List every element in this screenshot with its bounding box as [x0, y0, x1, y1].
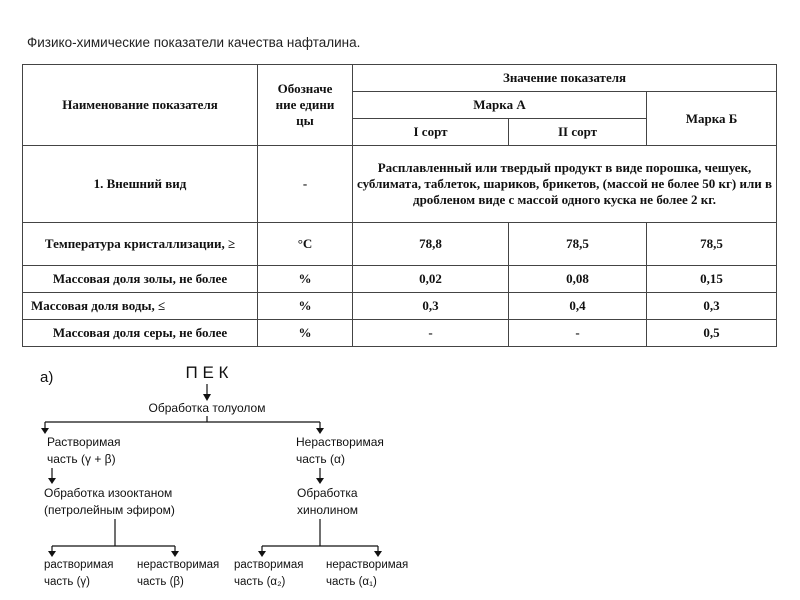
- cell-mark-b: 78,5: [647, 223, 777, 266]
- table-row: [23, 146, 777, 223]
- step-isooctane: (петролейным эфиром): [44, 503, 175, 517]
- header-mark-b: Марка Б: [647, 92, 777, 146]
- insoluble-fraction: часть (α): [296, 452, 345, 466]
- leaf-soluble-gamma: часть (γ): [44, 576, 90, 588]
- soluble-fraction: Растворимая: [47, 435, 121, 449]
- leaf-insoluble-alpha1: часть (α₁): [326, 576, 377, 588]
- cell-unit: °С: [258, 223, 353, 266]
- step-quinoline: хинолином: [297, 503, 358, 517]
- cell-name: Температура кристаллизации, ≥: [23, 223, 258, 266]
- scheme-root: П Е К: [185, 363, 229, 382]
- cell-grade-1: -: [353, 320, 509, 347]
- arrow-head: [374, 551, 382, 557]
- step-toluene: Обработка толуолом: [148, 401, 266, 415]
- scheme-label: а): [40, 369, 54, 386]
- cell-name: Массовая доля воды, ≤: [23, 293, 258, 320]
- header-grade-1: I сорт: [353, 119, 509, 146]
- arrow-head: [203, 394, 211, 401]
- cell-unit: %: [258, 320, 353, 347]
- arrow-head: [48, 551, 56, 557]
- table-row: [23, 223, 777, 266]
- arrow-head: [48, 478, 56, 484]
- leaf-insoluble-beta: нерастворимая: [137, 559, 220, 571]
- arrow-head: [258, 551, 266, 557]
- cell-mark-b: 0,3: [647, 293, 777, 320]
- cell-name: Массовая доля золы, не более: [23, 266, 258, 293]
- leaf-insoluble-beta: часть (β): [137, 576, 184, 588]
- leaf-soluble-gamma: растворимая: [44, 559, 114, 571]
- cell-grade-1: 0,3: [353, 293, 509, 320]
- step-isooctane: Обработка изооктаном: [44, 486, 173, 500]
- cell-grade-2: 0,08: [509, 266, 647, 293]
- header-mark-a: Марка А: [353, 92, 647, 119]
- cell-unit: %: [258, 293, 353, 320]
- header-value: Значение показателя: [353, 65, 777, 92]
- cell-mark-b: 0,15: [647, 266, 777, 293]
- leaf-insoluble-alpha1: нерастворимая: [326, 559, 409, 571]
- header-name: Наименование показателя: [23, 65, 258, 146]
- header-unit: Обозначе ние едини цы: [258, 65, 353, 146]
- table-row: [23, 320, 777, 347]
- table-row: [23, 293, 777, 320]
- leaf-soluble-alpha2: часть (α₂): [234, 576, 286, 588]
- table-caption: Физико-химические показатели качества нафталина.: [27, 35, 361, 50]
- cell-grade-1: 0,02: [353, 266, 509, 293]
- arrow-head: [171, 551, 179, 557]
- cell-mark-b: 0,5: [647, 320, 777, 347]
- step-quinoline: Обработка: [297, 486, 358, 500]
- leaf-soluble-alpha2: растворимая: [234, 559, 304, 571]
- header-grade-2: II сорт: [509, 119, 647, 146]
- cell-name: Массовая доля серы, не более: [23, 320, 258, 347]
- cell-unit: -: [258, 146, 353, 223]
- cell-grade-2: 0,4: [509, 293, 647, 320]
- table-row: [23, 266, 777, 293]
- cell-unit: %: [258, 266, 353, 293]
- insoluble-fraction: Нерастворимая: [296, 435, 384, 449]
- cell-grade-2: 78,5: [509, 223, 647, 266]
- arrow-head: [316, 428, 324, 434]
- arrow-head: [316, 478, 324, 484]
- quality-table: [22, 64, 777, 347]
- cell-grade-1: 78,8: [353, 223, 509, 266]
- cell-appearance-value: Расплавленный или твердый продукт в виде порошка, чешуек, сублимата, таблеток, шариков, брикетов, (массой не более 50 кг) или в дробленом виде с массой одного куска не более 2 кг.: [353, 146, 777, 223]
- cell-name: 1. Внешний вид: [23, 146, 258, 223]
- cell-grade-2: -: [509, 320, 647, 347]
- pitch-fractionation-scheme: [0, 360, 800, 600]
- soluble-fraction: часть (γ + β): [47, 452, 116, 466]
- arrow-head: [41, 428, 49, 434]
